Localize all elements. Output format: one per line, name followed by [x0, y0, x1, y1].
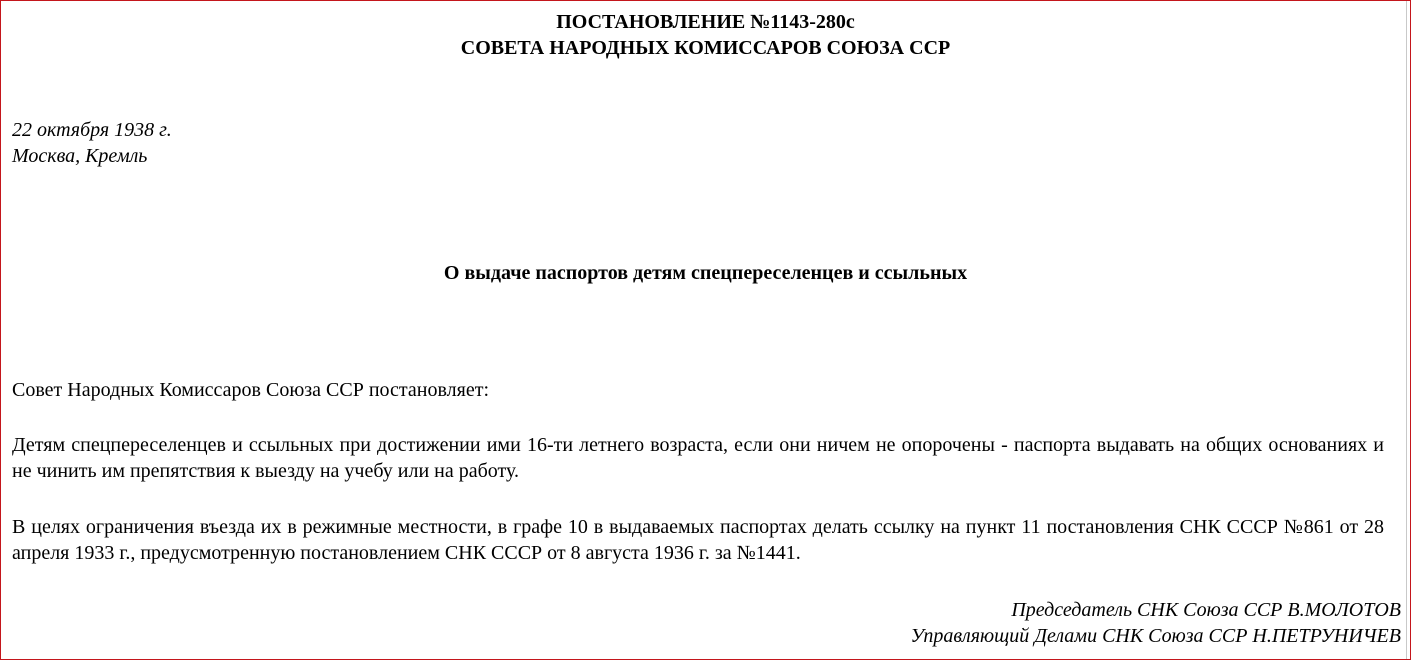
paragraph-passports: Детям спецпереселенцев и ссыльных при достижении ими 16-ти летнего возраста, если они ничем не опорочены - паспорта выдавать на общих основаниях и не чинить им препятствия к выезду на учебу или на работу. [12, 434, 1384, 482]
paragraph-restrictions: В целях ограничения въезда их в режимные местности, в графе 10 в выдаваемых паспортах делать ссылку на пункт 11 постановления СНК СССР №861 от 28 апреля 1933 г., предусмотренную постановлением СНК СССР от 8 августа 1936 г. за №1441. [12, 516, 1384, 564]
signature-manager: Управляющий Делами СНК Союза ССР Н.ПЕТРУНИЧЕВ [910, 625, 1401, 647]
document-date: 22 октября 1938 г. [12, 119, 172, 141]
resolution-number: ПОСТАНОВЛЕНИЕ №1143-280с [556, 11, 855, 33]
signature-chairman: Председатель СНК Союза ССР В.МОЛОТОВ [1011, 599, 1401, 621]
issuing-body: СОВЕТА НАРОДНЫХ КОМИССАРОВ СОЮЗА ССР [460, 37, 951, 59]
document-place: Москва, Кремль [12, 145, 148, 167]
scroll-rail [1406, 1, 1407, 659]
document-subject: О выдаче паспортов детям спецпереселенцев и ссыльных [443, 262, 968, 284]
paragraph-preamble: Совет Народных Комиссаров Союза ССР постановляет: [12, 379, 490, 401]
